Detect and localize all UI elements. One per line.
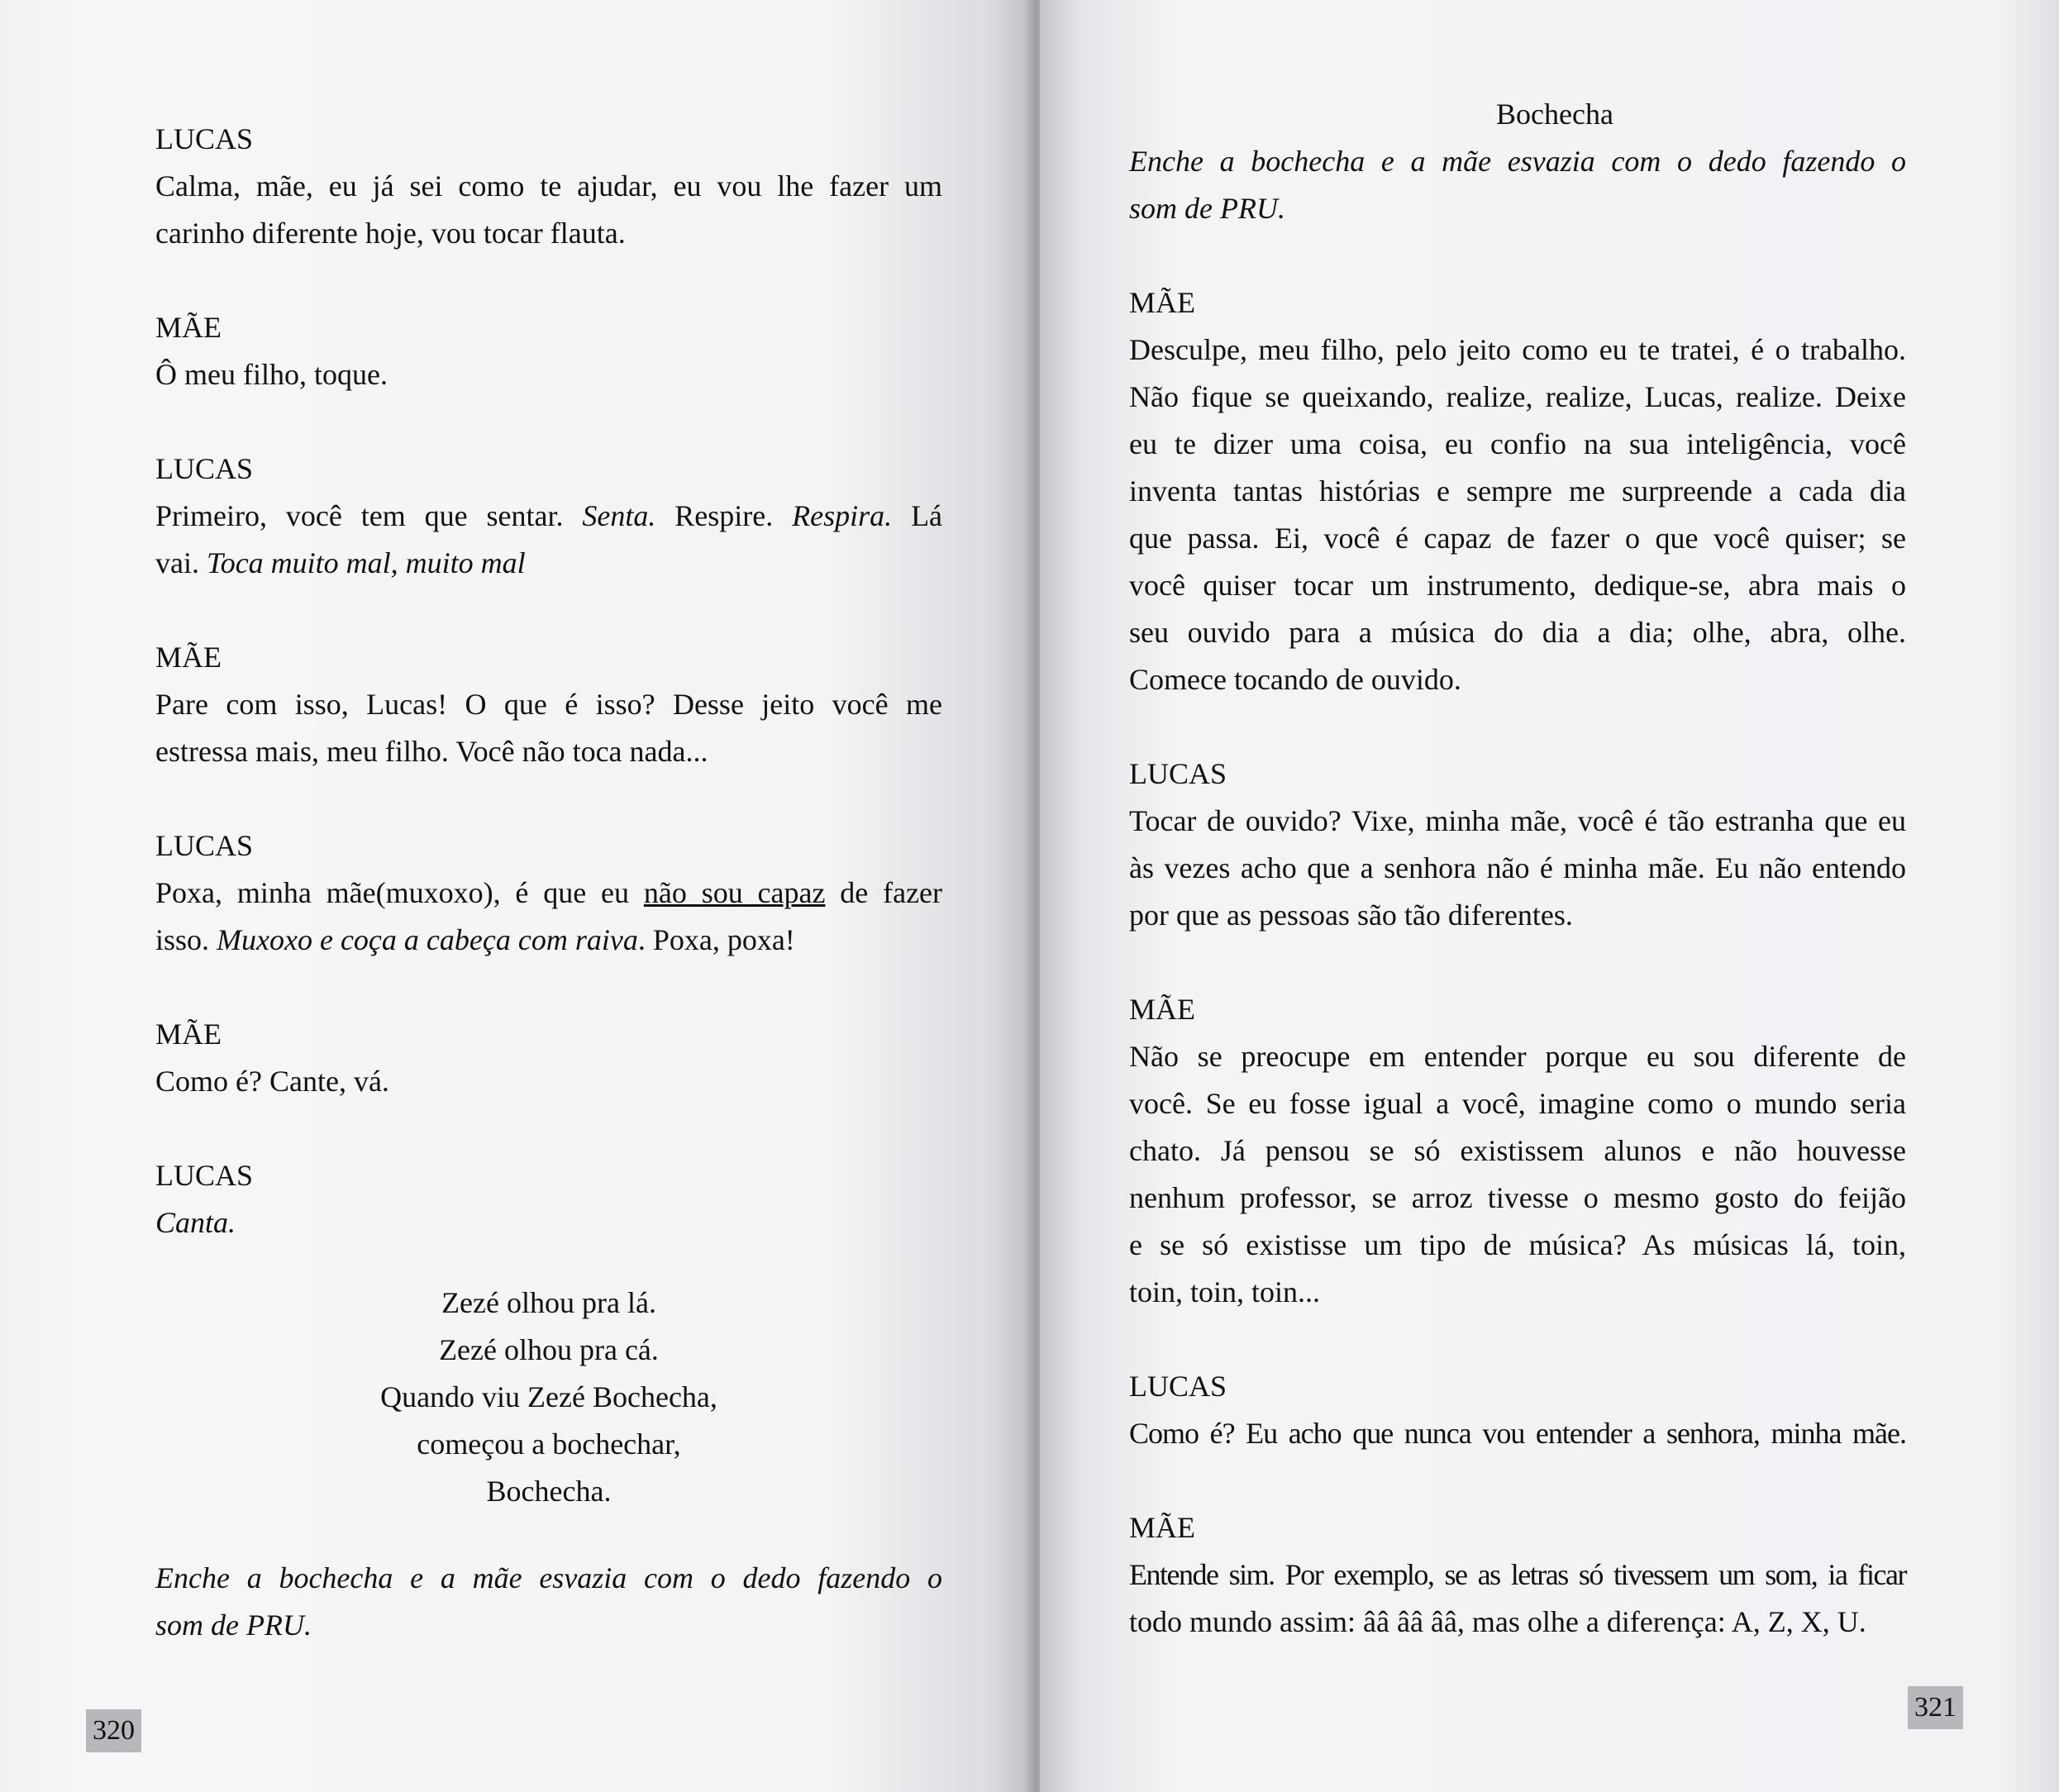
page-number: 321 xyxy=(1908,1686,1963,1729)
dialogue-text: de fazer xyxy=(840,876,943,909)
speaker-lucas: LUCAS xyxy=(155,452,254,485)
dialogue-line: toin, toin, toin... xyxy=(1129,1275,1321,1308)
song-verse: Bochecha. xyxy=(486,1475,612,1508)
song-verse: Quando viu Zezé Bochecha, xyxy=(380,1380,717,1413)
stage-direction: Canta. xyxy=(155,1206,236,1239)
dialogue-text: Respire. xyxy=(674,499,774,532)
dialogue-line xyxy=(155,870,942,917)
speaker-lucas: LUCAS xyxy=(1129,1370,1227,1403)
dialogue-line: eu te dizer uma coisa, eu confio na sua inteligência, você xyxy=(1129,427,1906,460)
speaker-lucas: LUCAS xyxy=(1129,757,1227,790)
dialogue-text: isso. xyxy=(155,923,210,956)
dialogue-line: que passa. Ei, você é capaz de fazer o que você quiser; se xyxy=(1129,522,1906,555)
dialogue-line: Desculpe, meu filho, pelo jeito como eu te tratei, é o trabalho. xyxy=(1129,333,1906,366)
dialogue-line: Ô meu filho, toque. xyxy=(155,358,388,391)
dialogue-line: estressa mais, meu filho. Você não toca nada... xyxy=(155,735,708,768)
dialogue-text: Lá xyxy=(911,499,943,532)
dialogue-line: por que as pessoas são tão diferentes. xyxy=(1129,898,1573,932)
dialogue-line: carinho diferente hoje, vou tocar flauta. xyxy=(155,217,626,250)
dialogue-line: você quiser tocar um instrumento, dedique-se, abra mais o xyxy=(1129,569,1906,602)
dialogue-line: nenhum professor, se arroz tivesse o mesmo gosto do feijão xyxy=(1129,1181,1906,1214)
dialogue-line: Tocar de ouvido? Vixe, minha mãe, você é tão estranha que eu xyxy=(1129,804,1906,837)
speaker-mae: MÃE xyxy=(155,1018,222,1051)
stage-direction: Enche a bochecha e a mãe esvazia com o dedo fazendo o xyxy=(1129,145,1906,178)
dialogue-line: às vezes acho que a senhora não é minha mãe. Eu não entendo xyxy=(1129,851,1906,884)
stage-direction: Muxoxo e coça a cabeça com raiva xyxy=(217,923,638,956)
stage-direction: som de PRU. xyxy=(155,1609,312,1642)
speaker-mae: MÃE xyxy=(155,311,222,344)
right-page-text xyxy=(1129,91,1906,1646)
speaker-mae: MÃE xyxy=(1129,286,1195,319)
stage-heading: Bochecha xyxy=(1496,98,1613,131)
dialogue-text: Primeiro, você tem que sentar. xyxy=(155,499,564,532)
stage-direction: Enche a bochecha e a mãe esvazia com o dedo fazendo o xyxy=(155,1561,942,1594)
dialogue-text: . Poxa, poxa! xyxy=(637,923,795,956)
left-page-text xyxy=(155,116,942,1649)
dialogue-line: inventa tantas histórias e sempre me surpreende a cada dia xyxy=(1129,474,1906,508)
dialogue-text: vai. xyxy=(155,546,199,579)
speaker-lucas: LUCAS xyxy=(155,122,254,155)
dialogue-line: Comece tocando de ouvido. xyxy=(1129,663,1461,696)
underlined-text: não sou capaz xyxy=(643,876,826,909)
dialogue-line: chato. Já pensou se só existissem alunos e não houvesse xyxy=(1129,1134,1906,1167)
dialogue-line: Calma, mãe, eu já sei como te ajudar, eu vou lhe fazer um xyxy=(155,169,942,203)
dialogue-text: Poxa, minha mãe(muxoxo), é que eu xyxy=(155,876,630,909)
right-page xyxy=(1040,0,2059,1792)
stage-direction: Toca muito mal, muito mal xyxy=(206,546,526,579)
speaker-mae: MÃE xyxy=(155,641,222,674)
dialogue-line: Entende sim. Por exemplo, se as letras só tivessem um som, ia ficar xyxy=(1129,1558,1906,1591)
page-number: 320 xyxy=(86,1709,141,1752)
dialogue-line xyxy=(155,493,942,540)
dialogue-line xyxy=(155,540,942,587)
dialogue-line: Como é? Cante, vá. xyxy=(155,1065,389,1098)
song-verse: Zezé olhou pra lá. xyxy=(441,1286,656,1319)
speaker-mae: MÃE xyxy=(1129,993,1195,1026)
dialogue-line: e se só existisse um tipo de música? As músicas lá, toin, xyxy=(1129,1228,1906,1261)
dialogue-line: Pare com isso, Lucas! O que é isso? Desse jeito você me xyxy=(155,688,942,721)
song-verse: começou a bochechar, xyxy=(417,1427,681,1461)
dialogue-line: Não se preocupe em entender porque eu sou diferente de xyxy=(1129,1040,1906,1073)
stage-direction: Respira. xyxy=(792,499,893,532)
dialogue-line: todo mundo assim: ââ ââ ââ, mas olhe a diferença: A, Z, X, U. xyxy=(1129,1605,1866,1638)
song-verse: Zezé olhou pra cá. xyxy=(439,1333,659,1366)
dialogue-line: seu ouvido para a música do dia a dia; olhe, abra, olhe. xyxy=(1129,616,1906,649)
dialogue-line xyxy=(155,917,942,964)
stage-direction: som de PRU. xyxy=(1129,192,1285,225)
dialogue-line: Não fique se queixando, realize, realize, Lucas, realize. Deixe xyxy=(1129,380,1906,413)
speaker-mae: MÃE xyxy=(1129,1511,1195,1544)
speaker-lucas: LUCAS xyxy=(155,1159,254,1192)
dialogue-line: Como é? Eu acho que nunca vou entender a senhora, minha mãe. xyxy=(1129,1417,1906,1450)
dialogue-line: você. Se eu fosse igual a você, imagine como o mundo seria xyxy=(1129,1087,1906,1120)
stage-direction: Senta. xyxy=(582,499,656,532)
speaker-lucas: LUCAS xyxy=(155,829,254,862)
